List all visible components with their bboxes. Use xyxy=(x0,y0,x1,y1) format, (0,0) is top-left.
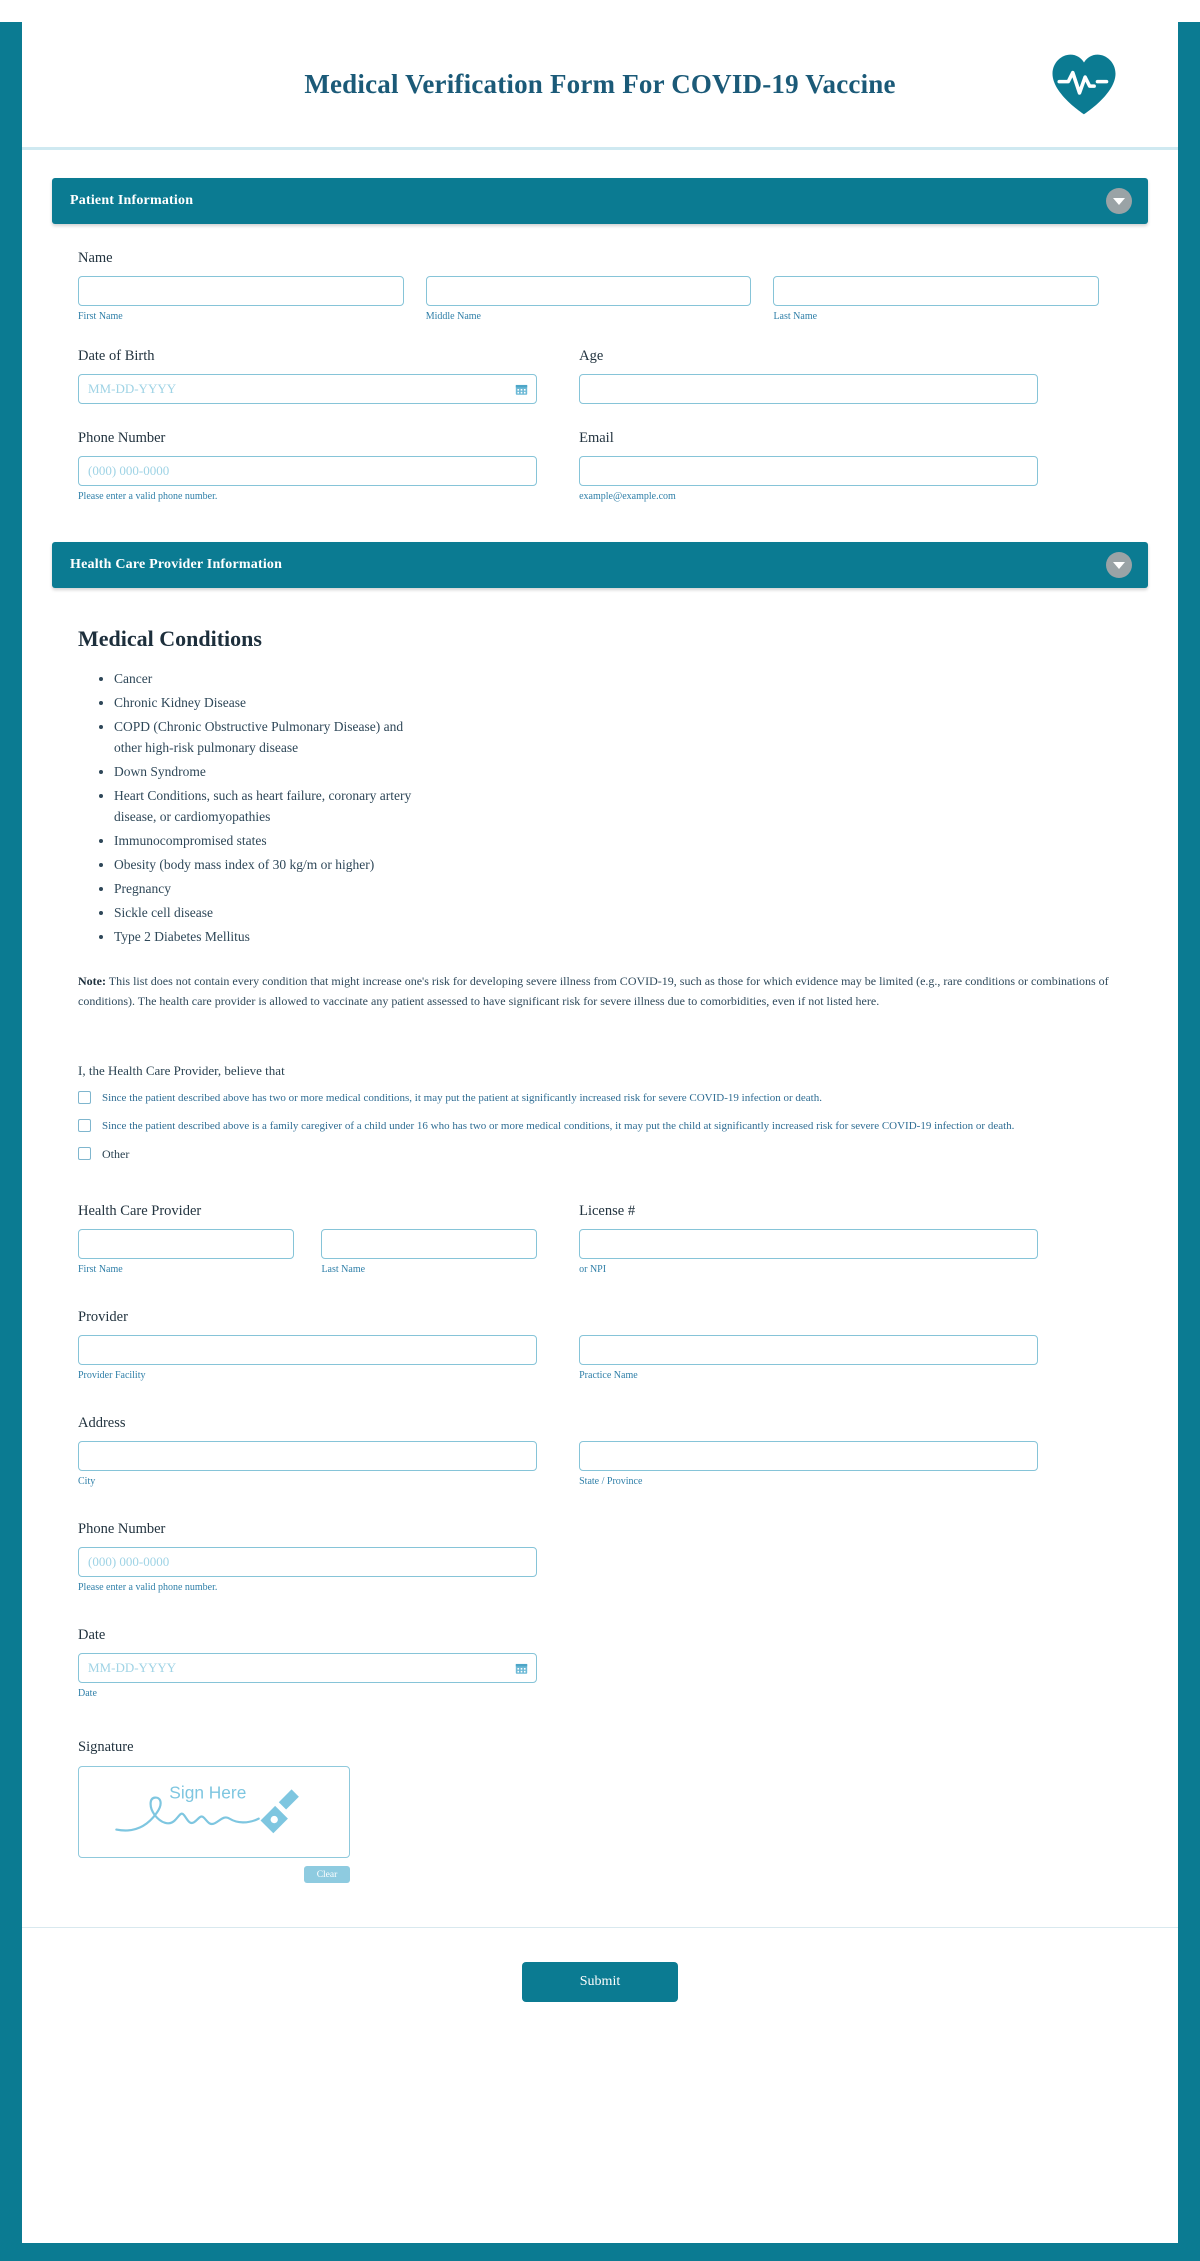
provider-facility-input[interactable] xyxy=(78,1335,537,1365)
checkbox[interactable] xyxy=(78,1119,91,1132)
page-title: Medical Verification Form For COVID-19 Vaccine xyxy=(304,69,896,99)
checkbox[interactable] xyxy=(78,1091,91,1104)
field-label-provider: Provider xyxy=(78,1309,128,1325)
svg-text:Sign Here: Sign Here xyxy=(169,1782,247,1803)
field-label-name: Name xyxy=(78,250,113,266)
medical-conditions-heading: Medical Conditions xyxy=(78,626,262,651)
bottom-border xyxy=(0,2243,1200,2261)
list-item: • Cancer xyxy=(114,668,434,689)
field-label-provider-date: Date xyxy=(78,1627,106,1643)
note-label: Note: xyxy=(78,974,106,988)
form-header xyxy=(22,22,1178,150)
signature-pad[interactable] xyxy=(78,1766,350,1858)
medical-conditions-note xyxy=(78,971,1122,1011)
sub-label-provider-phone-hint: Please enter a valid phone number. xyxy=(78,1582,218,1593)
section-title: Health Care Provider Information xyxy=(70,557,283,572)
age-input[interactable] xyxy=(579,374,1038,404)
dob-input[interactable] xyxy=(78,374,537,404)
provider-information-body xyxy=(22,626,1178,1883)
practice-name-input[interactable] xyxy=(579,1335,1038,1365)
clear-signature-button[interactable]: Clear xyxy=(304,1866,350,1883)
field-label-license: License # xyxy=(579,1203,636,1219)
heart-pulse-icon xyxy=(1048,49,1120,121)
sub-label-hcp-last-name: Last Name xyxy=(321,1264,366,1275)
city-input[interactable] xyxy=(78,1441,537,1471)
sign-here-placeholder xyxy=(109,1773,319,1851)
state-province-input[interactable] xyxy=(579,1441,1038,1471)
field-label-health-care-provider: Health Care Provider xyxy=(78,1203,202,1219)
attestation-option-other[interactable] xyxy=(78,1146,1122,1163)
sub-label-last-name: Last Name xyxy=(773,311,818,322)
form-page xyxy=(0,22,1200,2261)
phone-input[interactable] xyxy=(78,456,537,486)
field-dob-age xyxy=(78,348,1122,404)
provider-date-input[interactable] xyxy=(78,1653,537,1683)
attestation-option-label: Other xyxy=(102,1147,130,1161)
patient-information-body xyxy=(22,250,1178,502)
list-item: • Immunocompromised states xyxy=(114,830,434,851)
field-provider-phone xyxy=(78,1521,1122,1593)
attestation-option-2[interactable] xyxy=(78,1118,1122,1135)
field-provider-date xyxy=(78,1627,1122,1699)
last-name-input[interactable] xyxy=(773,276,1099,306)
sub-label-email-hint: example@example.com xyxy=(579,491,676,502)
list-item: • Type 2 Diabetes Mellitus xyxy=(114,926,434,947)
field-provider xyxy=(78,1309,1122,1381)
field-label-age: Age xyxy=(579,348,604,364)
field-label-email: Email xyxy=(579,430,614,446)
field-name xyxy=(78,250,1122,322)
pen-nib-icon xyxy=(261,1789,299,1833)
sub-label-provider-date: Date xyxy=(78,1688,97,1699)
field-label-signature: Signature xyxy=(78,1739,134,1755)
sub-label-phone-hint: Please enter a valid phone number. xyxy=(78,491,218,502)
section-title: Patient Information xyxy=(70,193,194,208)
license-input[interactable] xyxy=(579,1229,1038,1259)
form-footer xyxy=(22,1927,1178,2048)
email-input[interactable] xyxy=(579,456,1038,486)
field-hcp-license xyxy=(78,1203,1122,1275)
list-item: • Down Syndrome xyxy=(114,761,434,782)
submit-button[interactable]: Submit xyxy=(522,1962,678,2002)
note-text: This list does not contain every condition that might increase one's risk for developing severe illness from COVID-19, such as those for which evidence may be limited (e.g., rare conditions or combinations of conditions). The health care provider is allowed to vaccinate any patient assessed to have significant risk for severe illness due to comorbidities, even if not listed here. xyxy=(78,974,1109,1008)
field-label-phone: Phone Number xyxy=(78,430,166,446)
right-border xyxy=(1178,22,1200,2261)
chevron-down-icon[interactable] xyxy=(1106,188,1132,214)
field-label-provider-phone: Phone Number xyxy=(78,1521,166,1537)
sub-label-city: City xyxy=(78,1476,96,1487)
attestation-option-label: Since the patient described above is a family caregiver of a child under 16 who has two or more medical conditions, it may put the child at significantly increased risk for severe COVID-19 infection or death. xyxy=(102,1120,1015,1132)
list-item: • COPD (Chronic Obstructive Pulmonary Disease) and other high-risk pulmonary disease xyxy=(114,716,434,758)
list-item: • Pregnancy xyxy=(114,878,434,899)
list-item: • Obesity (body mass index of 30 kg/m or higher) xyxy=(114,854,434,875)
hcp-first-name-input[interactable] xyxy=(78,1229,294,1259)
middle-name-input[interactable] xyxy=(426,276,752,306)
sub-label-hcp-first-name: First Name xyxy=(78,1264,123,1275)
list-item: • Chronic Kidney Disease xyxy=(114,692,434,713)
sub-label-license-hint: or NPI xyxy=(579,1264,607,1275)
list-item: • Heart Conditions, such as heart failure, coronary artery disease, or cardiomyopathies xyxy=(114,785,434,827)
form-inner xyxy=(22,22,1178,2048)
field-label-dob: Date of Birth xyxy=(78,348,155,364)
provider-phone-input[interactable] xyxy=(78,1547,537,1577)
left-border xyxy=(0,22,22,2261)
first-name-input[interactable] xyxy=(78,276,404,306)
field-signature xyxy=(78,1739,1122,1883)
attestation-option-label: Since the patient described above has two or more medical conditions, it may put the patient at significantly increased risk for severe COVID-19 infection or death. xyxy=(102,1092,822,1104)
section-header-patient-information[interactable] xyxy=(52,178,1148,224)
checkbox[interactable] xyxy=(78,1147,91,1160)
sub-label-first-name: First Name xyxy=(78,311,123,322)
field-label-address: Address xyxy=(78,1415,126,1431)
attestation-option-1[interactable] xyxy=(78,1090,1122,1107)
section-header-health-care-provider-information[interactable] xyxy=(52,542,1148,588)
chevron-down-icon[interactable] xyxy=(1106,552,1132,578)
sub-label-state-province: State / Province xyxy=(579,1476,643,1487)
attestation-intro: I, the Health Care Provider, believe that xyxy=(78,1063,285,1078)
sub-label-provider-facility: Provider Facility xyxy=(78,1370,146,1381)
hcp-last-name-input[interactable] xyxy=(321,1229,537,1259)
list-item: • Sickle cell disease xyxy=(114,902,434,923)
sub-label-middle-name: Middle Name xyxy=(425,311,481,322)
medical-conditions-list xyxy=(78,668,1122,947)
field-phone-email xyxy=(78,430,1122,502)
sub-label-practice-name: Practice Name xyxy=(579,1370,638,1381)
field-address xyxy=(78,1415,1122,1487)
